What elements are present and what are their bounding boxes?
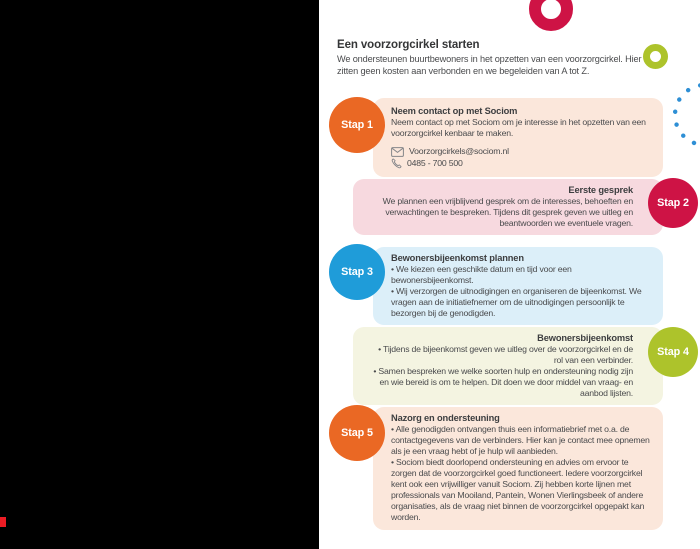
step-2-heading: Eerste gesprek [568, 185, 633, 195]
step-5-bullet: • Sociom biedt doorlopend ondersteuning en advies om ervoor te zorgen dat de voorzorgcirkel goed functioneert. Iedere voorzorgcirkel kent ook een vrijwilliger vanuit Sociom. Zij hebben korte lijnen met professionals van Mooiland, Pantein, Wonen Vierlingsbeek of andere organisaties, als de vraag niet binnen de voorzorgcirkel opgepakt kan worden. [391, 457, 645, 522]
phone-number: 0485 - 700 500 [407, 158, 463, 168]
step-1-contact [391, 146, 653, 169]
email-line [391, 146, 653, 157]
step-1-heading: Neem contact op met Sociom [391, 106, 518, 116]
email-address: Voorzorgcirkels@sociom.nl [409, 146, 509, 156]
step-4-heading: Bewonersbijeenkomst [537, 333, 633, 343]
step-4-label: Stap 4 [657, 346, 689, 358]
flyer-page [319, 0, 700, 549]
email-icon [391, 147, 404, 157]
dotted-circle-decoration [669, 79, 700, 151]
page-title: Een voorzorgcirkel starten [337, 39, 480, 51]
step-4-badge [648, 327, 698, 377]
step-1-body: Neem contact op met Sociom om je interesse in het opzetten van een voorzorgcirkel kenbaar te maken. [391, 117, 646, 138]
phone-line [391, 158, 653, 169]
step-3-box [373, 247, 663, 325]
step-5-bullet: • Alle genodigden ontvangen thuis een informatiebrief met o.a. de contactgegevens van de verbinders. Hier kan je contact mee opnemen als je een vraag hebt of je hulp wil aanbieden. [391, 424, 650, 456]
step-4-box [353, 327, 663, 405]
step-5-badge [329, 405, 385, 461]
step-2-body: We plannen een vrijblijvend gesprek om de interesses, behoeften en verwachtingen te bespreken. Tijdens dit gesprek geven we uitleg en beantwoorden we eventuele vragen. [382, 196, 633, 228]
step-3-bullet: • Wij verzorgen de uitnodigingen en organiseren de bijeenkomst. We vragen aan de initiatiefnemer om de uitnodigingen persoonlijk te bezorgen bij de genodigden. [391, 286, 642, 318]
step-4-bullet: • Tijdens de bijeenkomst geven we uitleg over de voorzorgcirkel en de rol van een verbinder. [378, 344, 633, 365]
step-2-box [353, 179, 663, 235]
step-3-label: Stap 3 [341, 266, 373, 278]
step-3-heading: Bewonersbijeenkomst plannen [391, 253, 524, 263]
phone-icon [391, 158, 402, 169]
step-3-badge [329, 244, 385, 300]
red-logo-fragment [0, 517, 6, 527]
crimson-ring-decoration [529, 0, 573, 31]
step-2-badge [648, 178, 698, 228]
step-2-label: Stap 2 [657, 197, 689, 209]
step-5-box [373, 407, 663, 530]
step-1-box [373, 98, 663, 177]
step-1-label: Stap 1 [341, 119, 373, 131]
intro-text: We ondersteunen buurtbewoners in het opzetten van een voorzorgcirkel. Hier zitten geen kosten aan verbonden en we begeleiden van A tot Z. [337, 54, 642, 76]
step-5-heading: Nazorg en ondersteuning [391, 413, 500, 423]
step-1-badge [329, 97, 385, 153]
step-3-bullet: • We kiezen een geschikte datum en tijd voor een bewonersbijeenkomst. [391, 264, 572, 285]
step-4-bullet: • Samen bespreken we welke soorten hulp en ondersteuning nodig zijn en wie bereid is om te helpen. Dit doen we door middel van vraag- en aanbod lijsten. [373, 366, 633, 398]
step-5-label: Stap 5 [341, 427, 373, 439]
